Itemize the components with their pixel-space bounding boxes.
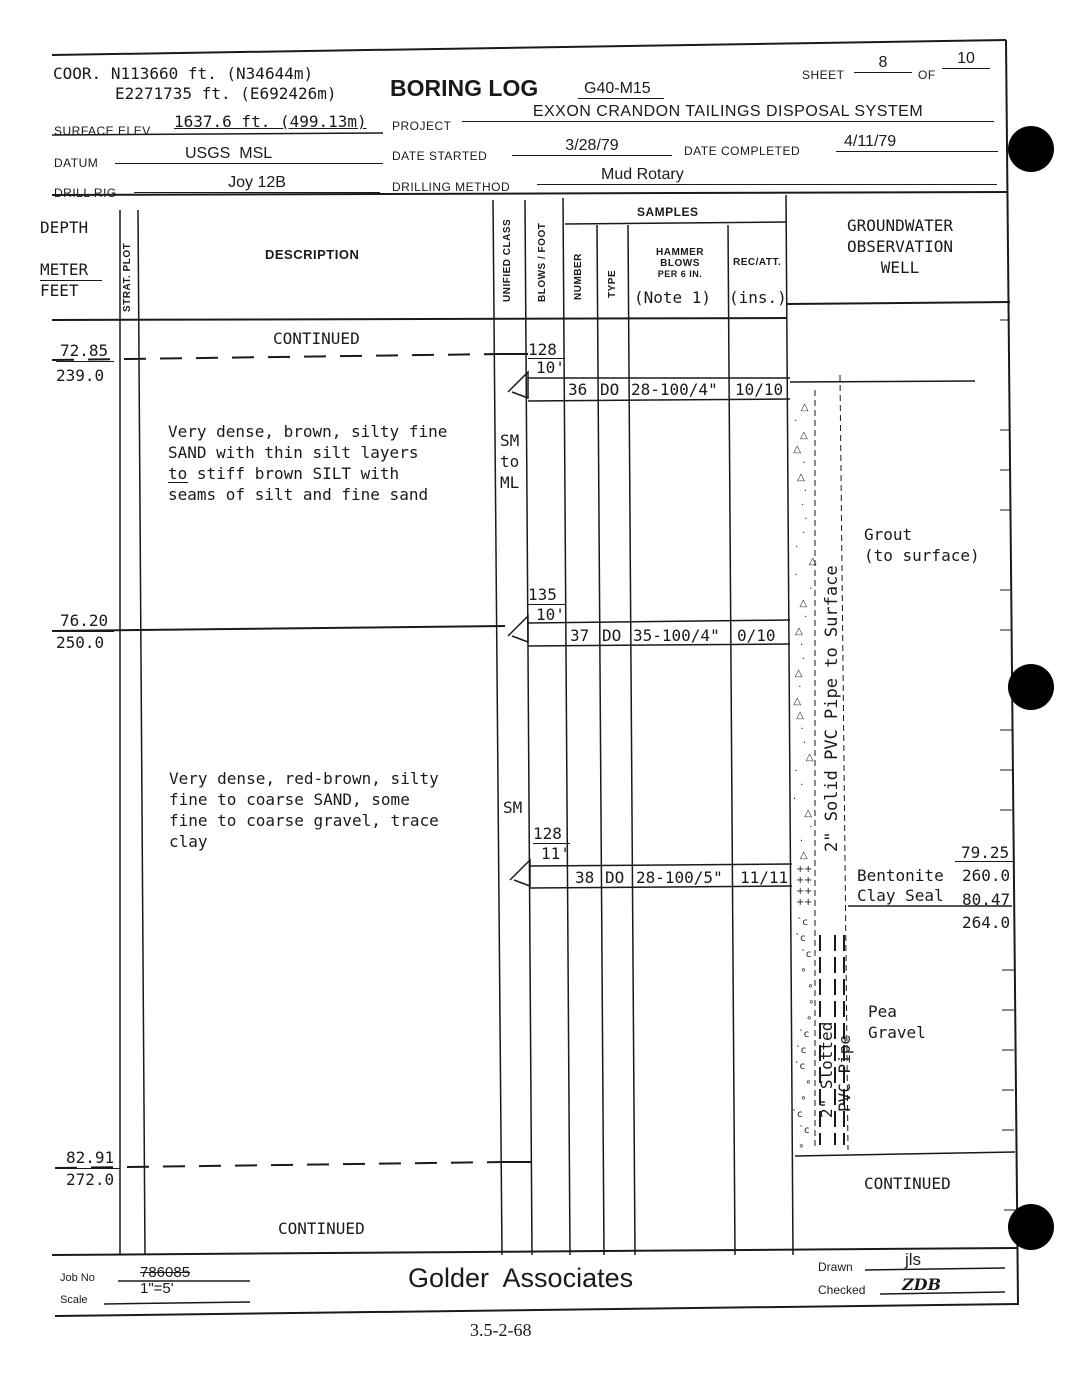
svg-text:·: ·	[804, 514, 808, 525]
datum-label: DATUM	[54, 156, 99, 170]
svg-text:·: ·	[802, 528, 806, 539]
date-started-label: DATE STARTED	[392, 149, 488, 163]
sample-38-type: DO	[605, 868, 625, 887]
depth-header	[40, 218, 110, 301]
sample-36-number: 36	[568, 380, 588, 399]
svg-text:·: ·	[800, 724, 804, 735]
coor-east: E2271735 ft. (E692426m)	[115, 84, 337, 103]
layer-2-line-2: fine to coarse SAND, some	[169, 790, 410, 809]
svg-text:·: ·	[801, 654, 805, 665]
depth-meter-3: 82.91	[56, 1148, 120, 1169]
feet-label: FEET	[40, 281, 79, 300]
coordinates	[53, 64, 337, 104]
svg-text:∘: ∘	[800, 965, 807, 976]
bentonite-label	[857, 866, 944, 906]
of-label: OF	[918, 68, 936, 82]
layer-1-line-3: to stiff brown SILT with	[168, 464, 400, 483]
drilling-method-label: DRILLING METHOD	[392, 180, 511, 194]
svg-text:·: ·	[809, 822, 813, 833]
svg-text:∘: ∘	[798, 1141, 805, 1152]
depth-marker-3	[56, 1148, 120, 1190]
elev-260-0: 260.0	[962, 866, 1011, 885]
sample-37-type: DO	[602, 626, 622, 645]
sample-37-number: 37	[570, 626, 590, 645]
drilling-method-value: Mud Rotary	[537, 166, 997, 185]
punch-hole-top	[1008, 126, 1054, 172]
svg-text:·: ·	[802, 458, 806, 469]
drawn-value: jls	[905, 1250, 922, 1269]
depth-feet-1: 239.0	[56, 366, 105, 385]
scale-label: Scale	[60, 1294, 88, 1306]
layer-2-line-4: clay	[169, 832, 208, 851]
pea-gravel-line-1: Pea	[868, 1002, 897, 1021]
svg-text:△: △	[800, 430, 808, 441]
svg-text:∘: ∘	[807, 981, 814, 992]
rec-units: (ins.)	[729, 288, 787, 307]
sample-38-number: 38	[575, 868, 595, 887]
svg-text:·: ·	[792, 794, 797, 805]
pea-gravel-label	[868, 1001, 926, 1043]
checked-label: Checked	[818, 1283, 866, 1297]
svg-text:△: △	[808, 556, 817, 567]
sheet-label: SHEET	[802, 68, 845, 82]
sample-36-type: DO	[600, 380, 620, 399]
svg-text:+: +	[796, 886, 805, 897]
strat-plot-label: STRAT. PLOT	[122, 242, 133, 312]
svg-text:∘: ∘	[808, 997, 815, 1008]
svg-text:△: △	[796, 710, 805, 721]
project-label: PROJECT	[392, 119, 452, 133]
depth-meter-1: 72.85	[56, 341, 114, 362]
svg-text:·: ·	[804, 612, 808, 623]
svg-text:·: ·	[795, 542, 799, 553]
layer-1-description	[168, 421, 447, 505]
svg-text:·: ·	[794, 766, 798, 777]
layer-1-to-underline	[168, 482, 188, 483]
per-6in-label: PER 6 IN.	[657, 269, 703, 279]
depth-label: DEPTH	[40, 218, 89, 237]
svg-text:△: △	[795, 626, 803, 637]
project-value: EXXON CRANDON TAILINGS DISPOSAL SYSTEM	[462, 103, 994, 122]
svg-text:+: +	[804, 875, 813, 886]
date-started-value: 3/28/79	[512, 137, 672, 156]
layer-2-line-1: Very dense, red-brown, silty	[169, 769, 439, 788]
svg-text:̀c: ̀c	[800, 1045, 807, 1056]
slotted-pipe-line-1: 2" Slotted	[817, 1021, 836, 1118]
svg-text:̀c: ̀c	[800, 933, 806, 944]
bentonite-line-1: Bentonite	[857, 866, 944, 885]
rec-att-label: REC/ATT.	[733, 257, 782, 268]
observation-label: OBSERVATION	[847, 237, 953, 256]
blows-3-feet: 11'	[541, 844, 570, 863]
punch-hole-bottom	[1008, 1204, 1054, 1250]
svg-text:·: ·	[803, 486, 807, 497]
svg-text:△: △	[805, 752, 814, 763]
grout-line-1: Grout	[864, 525, 913, 544]
datum-value: USGS MSL	[115, 145, 383, 164]
svg-text:·: ·	[800, 780, 804, 791]
drawn-label: Drawn	[818, 1260, 853, 1274]
depth-feet-2: 250.0	[56, 633, 105, 652]
svg-text:△: △	[804, 808, 813, 819]
svg-text:·: ·	[798, 682, 802, 693]
layer-2-line-3: fine to coarse gravel, trace	[169, 811, 439, 830]
layer-1-line-4: seams of silt and fine sand	[168, 485, 429, 504]
job-no-label: Job No	[60, 1272, 95, 1284]
sample-36-rec: 10/10	[735, 380, 784, 399]
sheet-number: 8	[854, 54, 912, 73]
samples-label: SAMPLES	[637, 205, 699, 219]
hammer-note: (Note 1)	[634, 288, 712, 307]
blows-3-count: 128	[533, 824, 570, 844]
meter-label: METER	[40, 260, 102, 281]
blows-1-count: 128	[528, 341, 565, 359]
sample-37-rec: 0/10	[737, 626, 776, 645]
svg-text:+: +	[804, 886, 813, 897]
layer-1-class	[500, 430, 519, 493]
svg-text:△: △	[793, 444, 802, 455]
svg-text:̀c: ̀c	[805, 949, 812, 960]
svg-text:·: ·	[799, 836, 804, 847]
depth-meter-2: 76.20	[56, 611, 114, 632]
blows-1	[528, 341, 565, 376]
slotted-pipe-line-2: PVC Pipe	[835, 1034, 854, 1112]
sample-38-rec: 11/11	[740, 868, 789, 887]
continued-bottom: CONTINUED	[278, 1219, 365, 1238]
blows-3	[533, 824, 570, 863]
layer-2-class: SM	[503, 798, 523, 817]
svg-text:∘: ∘	[806, 1013, 813, 1024]
svg-text:+: +	[796, 864, 805, 875]
svg-text:̀c: ̀c	[802, 917, 808, 928]
sample-37-hammer: 35-100/4"	[633, 626, 720, 645]
well-label: WELL	[880, 258, 920, 277]
svg-text:+: +	[796, 875, 805, 886]
punch-hole-middle	[1008, 664, 1054, 710]
grout-line-2: (to surface)	[864, 546, 980, 565]
checked-initials: ZDB	[902, 1275, 942, 1294]
surface-elev-label: SURFACE ELEV.	[54, 124, 154, 138]
svg-text:△: △	[794, 668, 803, 679]
svg-text:+: +	[804, 897, 813, 908]
groundwater-header	[790, 215, 1010, 278]
blows-foot-label: BLOWS / FOOT	[537, 222, 548, 302]
bentonite-line-2: Clay Seal	[857, 886, 944, 905]
grout-label	[864, 524, 980, 566]
elev-79-25: 79.25	[961, 843, 1010, 862]
surface-elev-value: 1637.6 ft. (499.13m)	[174, 112, 367, 131]
description-label: DESCRIPTION	[265, 247, 360, 262]
svg-text:+: +	[796, 897, 805, 908]
depth-marker-1	[56, 341, 114, 386]
svg-text:△: △	[793, 696, 802, 707]
svg-text:̀c: ̀c	[797, 1109, 803, 1120]
sample-number-label: NUMBER	[573, 253, 584, 300]
date-completed-value: 4/11/79	[836, 133, 998, 152]
groundwater-label: GROUNDWATER	[847, 216, 953, 235]
date-completed-label: DATE COMPLETED	[684, 144, 801, 158]
svg-text:∘: ∘	[805, 1077, 812, 1088]
boring-id: G40-M15	[578, 80, 664, 99]
sample-type-label: TYPE	[607, 269, 618, 298]
blows-1-feet: 10'	[536, 358, 565, 377]
svg-text:·: ·	[809, 584, 813, 595]
unified-class-label: UNIFIED CLASS	[502, 218, 513, 302]
svg-text:∘: ∘	[800, 1093, 807, 1104]
svg-text:△: △	[797, 472, 805, 483]
svg-text:·: ·	[794, 570, 798, 581]
svg-text:△: △	[800, 402, 809, 413]
layer-1-class-1: SM	[500, 431, 520, 450]
blows-label: BLOWS	[660, 258, 700, 269]
sample-36-hammer: 28-100/4"	[631, 380, 718, 399]
svg-text:△: △	[799, 850, 808, 861]
page-number: 3.5-2-68	[470, 1320, 532, 1340]
drill-rig-value: Joy 12B	[134, 174, 380, 193]
elev-264-0: 264.0	[962, 913, 1011, 932]
layer-1-line-1: Very dense, brown, silty fine	[168, 422, 448, 441]
company-name: Golder Associates	[408, 1263, 634, 1293]
hammer-label: HAMMER	[656, 247, 704, 258]
svg-text:·: ·	[800, 640, 804, 651]
layer-2-description	[169, 768, 439, 852]
svg-text:·: ·	[801, 500, 805, 511]
job-no-value: 786085	[140, 1264, 191, 1281]
svg-text:△: △	[799, 598, 808, 609]
scale-value: 1"=5'	[140, 1280, 174, 1297]
blows-2-feet: 10'	[536, 605, 565, 624]
well-continued: CONTINUED	[864, 1174, 951, 1193]
blows-2	[528, 585, 565, 624]
svg-text:̀c: ̀c	[804, 1125, 810, 1136]
drill-rig-label: DRILL RIG	[54, 186, 117, 200]
depth-feet-3: 272.0	[66, 1170, 115, 1189]
solid-pipe-label: 2" Solid PVC Pipe to Surface	[822, 565, 842, 852]
svg-text:·: ·	[802, 738, 807, 749]
coor-north: N113660 ft. (N34644m)	[110, 64, 314, 83]
blows-2-count: 135	[528, 585, 565, 605]
slotted-pipe-label	[818, 1022, 854, 1118]
depth-marker-2	[56, 611, 114, 653]
svg-text:̀c: ̀c	[803, 1029, 810, 1040]
elev-79-25-underline	[955, 861, 1013, 862]
svg-text:̀c: ̀c	[799, 1061, 806, 1072]
layer-1-class-2: to	[500, 452, 520, 471]
svg-text:·: ·	[794, 416, 798, 427]
svg-text:+: +	[804, 864, 813, 875]
sheet-total: 10	[942, 50, 990, 69]
hammer-blows-header	[632, 247, 728, 280]
continued-top: CONTINUED	[273, 329, 360, 348]
pea-gravel-line-2: Gravel	[868, 1023, 926, 1042]
form-title: BORING LOG	[390, 75, 539, 101]
elev-80-47: 80.47	[962, 890, 1011, 909]
coor-label: COOR.	[53, 64, 102, 83]
layer-1-line-2: SAND with thin silt layers	[168, 443, 419, 462]
sample-38-hammer: 28-100/5"	[636, 868, 723, 887]
layer-1-class-3: ML	[500, 473, 520, 492]
